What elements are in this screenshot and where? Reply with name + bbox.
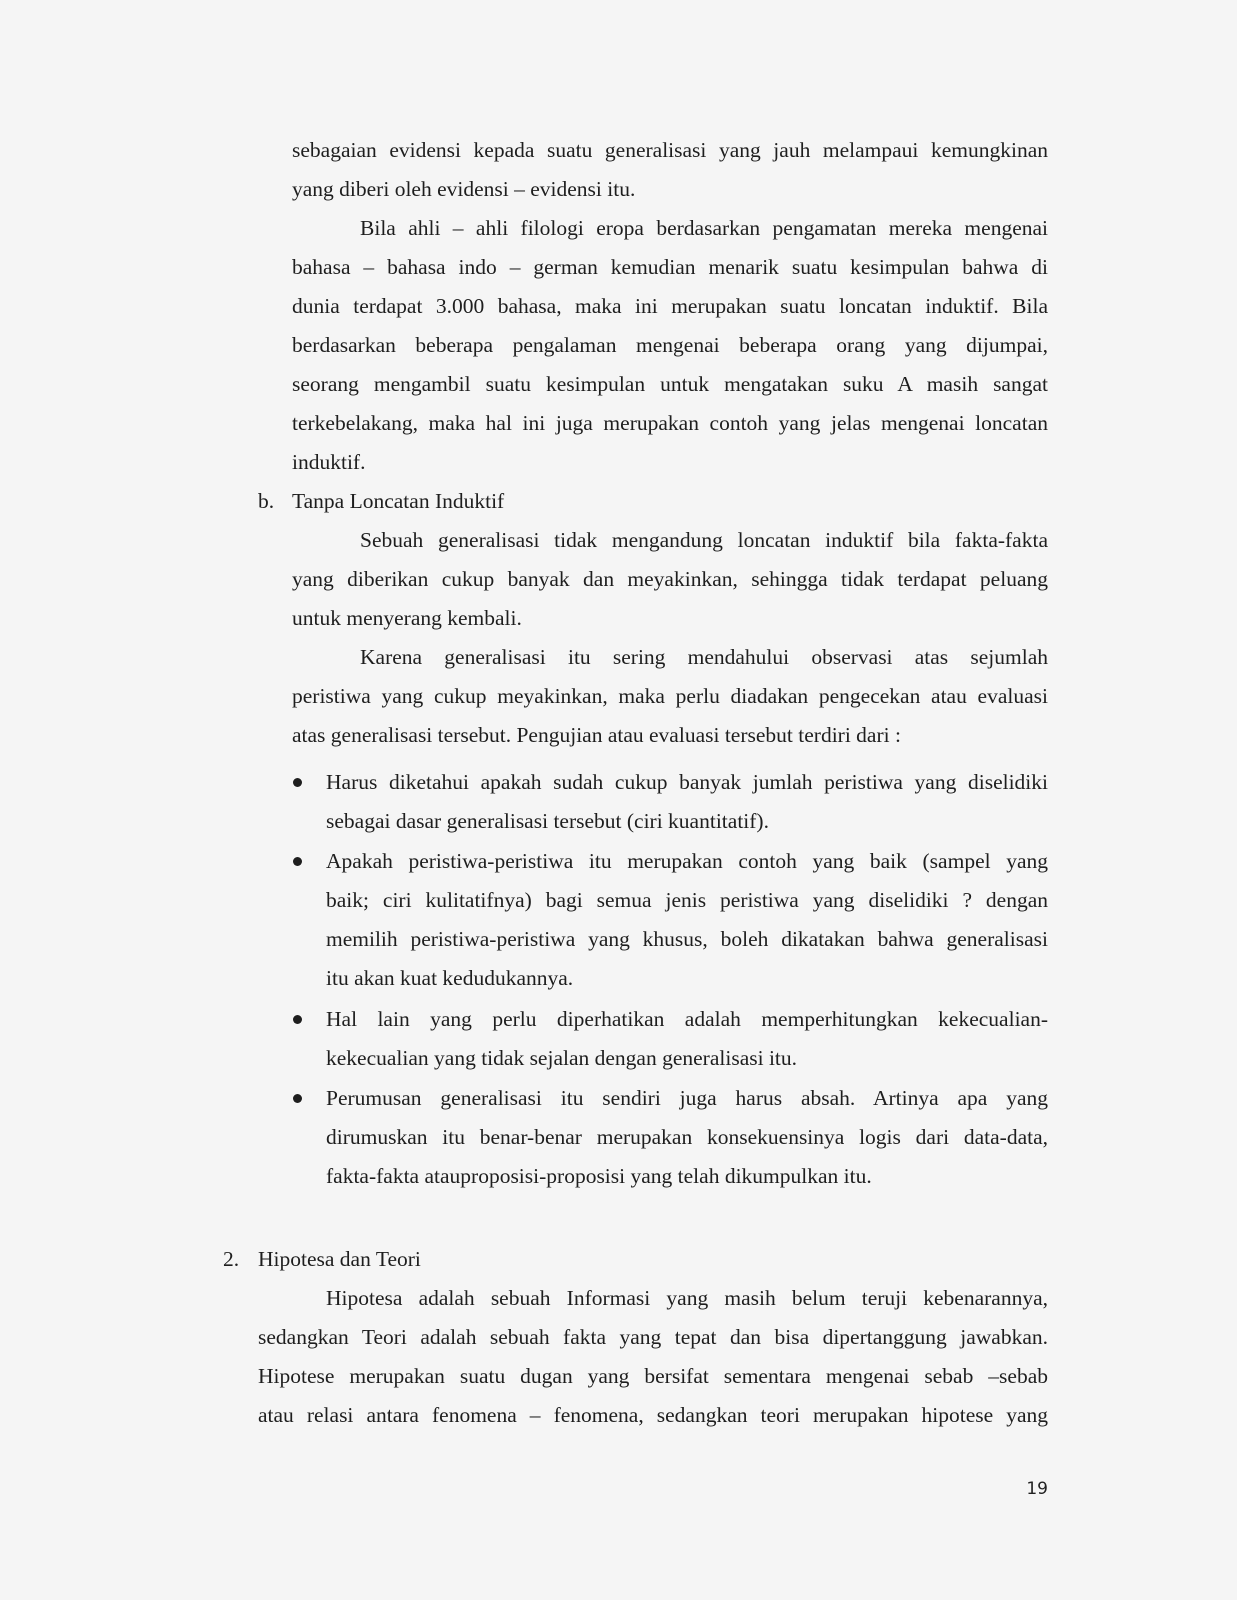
text-line: sedangkan Teori adalah sebuah fakta yang tepat dan bisa dipertanggung jawabkan. xyxy=(258,1325,1048,1349)
text-line: bahasa – bahasa indo – german kemudian menarik suatu kesimpulan bahwa di xyxy=(292,255,1048,279)
text-line: yang diberikan cukup banyak dan meyakinkan, sehingga tidak terdapat peluang xyxy=(292,567,1048,591)
text-line: dunia terdapat 3.000 bahasa, maka ini merupakan suatu loncatan induktif. Bila xyxy=(292,294,1048,318)
list-marker-b: b. xyxy=(258,489,275,513)
bullet-line: Hal lain yang perlu diperhatikan adalah memperhitungkan kekecualian- xyxy=(326,1007,1048,1031)
bullet-line: Apakah peristiwa-peristiwa itu merupakan contoh yang baik (sampel yang xyxy=(326,849,1048,873)
bullet-line: sebagai dasar generalisasi tersebut (ciri kuantitatif). xyxy=(326,809,769,833)
bullet-line: itu akan kuat kedudukannya. xyxy=(326,966,574,990)
page-number: 19 xyxy=(1026,1479,1048,1499)
bullet-line: memilih peristiwa-peristiwa yang khusus, boleh dikatakan bahwa generalisasi xyxy=(326,927,1048,951)
text-line: sebagaian evidensi kepada suatu generalisasi yang jauh melampaui kemungkinan xyxy=(292,138,1048,162)
bullet-icon xyxy=(293,857,302,866)
text-line: atas generalisasi tersebut. Pengujian atau evaluasi tersebut terdiri dari : xyxy=(292,723,901,747)
bullet-line: kekecualian yang tidak sejalan dengan generalisasi itu. xyxy=(326,1046,798,1070)
text-line: Sebuah generalisasi tidak mengandung loncatan induktif bila fakta-fakta xyxy=(360,528,1048,552)
text-line: yang diberi oleh evidensi – evidensi itu. xyxy=(292,177,636,201)
bullet-line: fakta-fakta atauproposisi-proposisi yang telah dikumpulkan itu. xyxy=(326,1164,872,1188)
text-line: peristiwa yang cukup meyakinkan, maka perlu diadakan pengecekan atau evaluasi xyxy=(292,684,1048,708)
text-line: Hipotese merupakan suatu dugan yang bersifat sementara mengenai sebab –sebab xyxy=(258,1364,1048,1388)
text-line: untuk menyerang kembali. xyxy=(292,606,522,630)
bullet-line: dirumuskan itu benar-benar merupakan konsekuensinya logis dari data-data, xyxy=(326,1125,1048,1149)
bullet-line: Perumusan generalisasi itu sendiri juga harus absah. Artinya apa yang xyxy=(326,1086,1048,1110)
text-line: induktif. xyxy=(292,450,366,474)
text-line: Bila ahli – ahli filologi eropa berdasarkan pengamatan mereka mengenai xyxy=(360,216,1048,240)
bullet-line: Harus diketahui apakah sudah cukup banyak jumlah peristiwa yang diselidiki xyxy=(326,770,1048,794)
text-line: berdasarkan beberapa pengalaman mengenai beberapa orang yang dijumpai, xyxy=(292,333,1048,357)
bullet-line: baik; ciri kulitatifnya) bagi semua jenis peristiwa yang diselidiki ? dengan xyxy=(326,888,1048,912)
bullet-icon xyxy=(293,1094,302,1103)
text-line: seorang mengambil suatu kesimpulan untuk mengatakan suku A masih sangat xyxy=(292,372,1048,396)
list-marker-2: 2. xyxy=(223,1247,240,1271)
text-line: Karena generalisasi itu sering mendahului observasi atas sejumlah xyxy=(360,645,1048,669)
bullet-icon xyxy=(293,1015,302,1024)
section-2-title: Hipotesa dan Teori xyxy=(258,1247,421,1271)
text-line: Hipotesa adalah sebuah Informasi yang masih belum teruji kebenarannya, xyxy=(326,1286,1048,1310)
text-line: atau relasi antara fenomena – fenomena, sedangkan teori merupakan hipotese yang xyxy=(258,1403,1048,1427)
section-b-title: Tanpa Loncatan Induktif xyxy=(292,489,505,513)
bullet-icon xyxy=(293,778,302,787)
text-line: terkebelakang, maka hal ini juga merupakan contoh yang jelas mengenai loncatan xyxy=(292,411,1048,435)
